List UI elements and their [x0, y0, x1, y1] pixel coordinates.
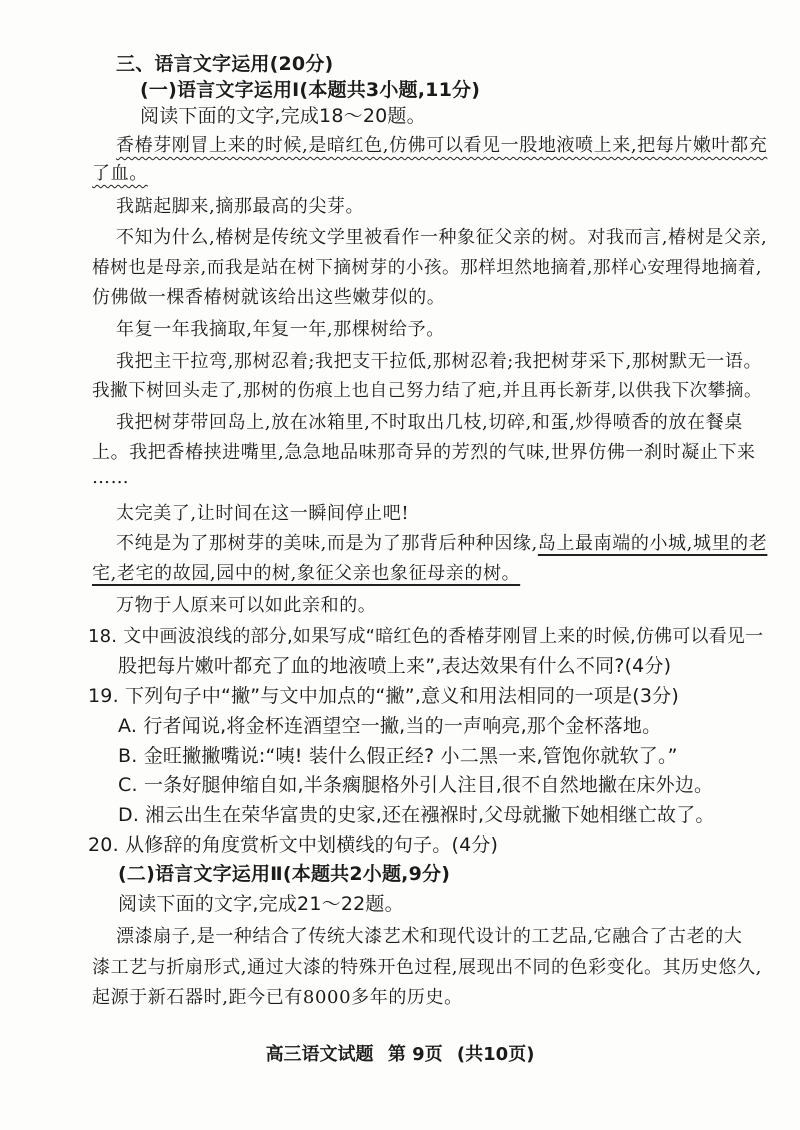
- passage-p6-line2: 上。我把香椿挟进嘴里,急急地品味那奇异的芳烈的气味,世界仿佛一刹时凝止下来: [92, 442, 756, 463]
- part2-heading: (二)语言文字运用Ⅱ(本题共2小题,9分): [118, 863, 451, 885]
- passage-p1-line2: 了血。: [92, 163, 148, 184]
- part2-p1-line2: 漆工艺与折扇形式,通过大漆的特殊开色过程,展现出不同的色彩变化。其历史悠久,: [92, 957, 762, 978]
- page-footer: [0, 1040, 800, 1066]
- passage-p2: 我踮起脚来,摘那最高的尖芽。: [116, 196, 365, 217]
- passage-p6-line1: 我把树芽带回岛上,放在冰箱里,不时取出几枝,切碎,和蛋,炒得喷香的放在餐桌: [116, 412, 743, 433]
- part2-p1-line3: 起源于新石器时,距今已有8000多年的历史。: [92, 987, 463, 1008]
- passage-p7: 太完美了,让时间在这一瞬间停止吧!: [116, 503, 410, 524]
- passage-p8-underlined: 岛上最南端的小城,城里的老: [537, 533, 768, 554]
- question-18-line1: 18. 文中画波浪线的部分,如果写成“暗红色的香椿芽刚冒上来的时候,仿佛可以看见一: [88, 626, 764, 647]
- question-19-option-a: A. 行者闻说,将金杯连酒望空一撇,当的一声响亮,那个金杯落地。: [118, 715, 662, 737]
- passage-p8-line2: 宅,老宅的故园,园中的树,象征父亲也象征母亲的树。: [92, 563, 521, 584]
- passage-p5-line1: 我把主干拉弯,那树忍着;我把支干拉低,那树忍着;我把树芽采下,那树默无一语。: [116, 351, 763, 372]
- section-title: 三、语言文字运用(20分): [116, 53, 334, 75]
- question-20: 20. 从修辞的角度赏析文中划横线的句子。(4分): [88, 834, 499, 856]
- passage-p3-line2: 椿树也是母亲,而我是站在树下摘树芽的小孩。那样坦然地摘着,那样心安理得地摘着,: [92, 258, 763, 278]
- part1-heading: (一)语言文字运用Ⅰ(本题共3小题,11分): [140, 79, 481, 101]
- footer-total-pages: (共10页): [456, 1044, 535, 1065]
- question-19-option-c: C. 一条好腿伸缩自如,半条瘸腿格外引人注目,很不自然地撇在床外边。: [118, 774, 714, 796]
- passage-p3-line3: 仿佛做一棵香椿树就该给出这些嫩芽似的。: [92, 287, 446, 308]
- question-18-line2: 股把每片嫩叶都充了血的地液喷上来”,表达效果有什么不同?(4分): [118, 655, 672, 677]
- part1-instruction: 阅读下面的文字,完成18～20题。: [140, 105, 426, 127]
- question-19: 19. 下列句子中“撇”与文中加点的“撇”,意义和用法相同的一项是(3分): [88, 685, 679, 707]
- part2-instruction: 阅读下面的文字,完成21～22题。: [118, 893, 404, 915]
- question-19-option-d: D. 湘云出生在荣华富贵的史家,还在襁褓时,父母就撇下她相继亡故了。: [118, 804, 715, 826]
- passage-p8-line1: [116, 532, 767, 556]
- passage-p3-line1: 不知为什么,椿树是传统文学里被看作一种象征父亲的树。对我而言,椿树是父亲,: [116, 227, 768, 248]
- passage-p6-line3: ……: [92, 467, 130, 488]
- footer-title: 高三语文试题: [265, 1044, 374, 1065]
- passage-p5-line2: 我撇下树回头走了,那树的伤痕上也自己努力结了疤,并且再长新芽,以供我下次攀摘。: [92, 381, 763, 401]
- passage-p4: 年复一年我摘取,年复一年,那棵树给予。: [116, 319, 445, 340]
- footer-page-number: 第 9页: [387, 1044, 443, 1065]
- question-19-option-b: B. 金旺撇撇嘴说:“咦! 装什么假正经? 小二黑一来,管饱你就软了。”: [118, 745, 678, 767]
- part2-p1-line1: 漂漆扇子,是一种结合了传统大漆艺术和现代设计的工艺品,它融合了古老的大: [116, 926, 743, 947]
- passage-p9: 万物于人原来可以如此亲和的。: [116, 595, 377, 616]
- passage-p1-line1: 香椿芽刚冒上来的时候,是暗红色,仿佛可以看见一股地液喷上来,把每片嫩叶都充: [116, 135, 768, 156]
- passage-p8-plain: 不纯是为了那树芽的美味,而是为了那背后种种因缘,: [116, 533, 538, 554]
